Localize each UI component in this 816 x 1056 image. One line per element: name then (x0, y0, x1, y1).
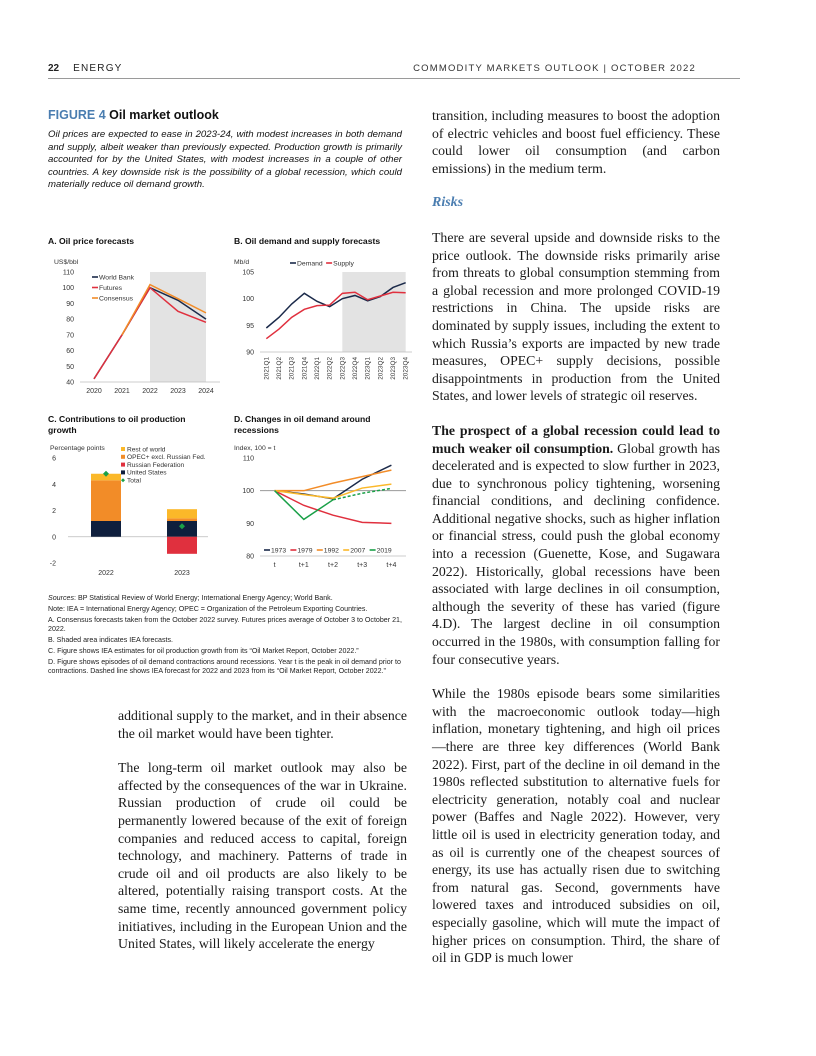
paragraph: additional supply to the market, and in their absence the oil market would have been tighter. (118, 708, 407, 741)
left-column (118, 707, 407, 953)
page-header-left (48, 63, 123, 74)
legend-item: 1992 (323, 547, 339, 555)
paragraph: There are several upside and downside risks to the price outlook. The downside risks primarily arise from threats to global consumption stemming from a global recession and more prolonged COVID-19 restrictions in China. The upside risks are dominated by supply issues, including the extent to which Russia’s exports are impacted by new trade measures, OPEC+ supply decisions, possible disappointments in production from the United States, and lower levels of strategic oil reserves. (432, 229, 720, 404)
y-tick-label: 70 (66, 332, 74, 340)
x-tick-label: 2024 (198, 388, 214, 395)
header-divider (48, 78, 740, 79)
figure-title-text: Oil market outlook (109, 108, 219, 122)
chart-d-title: D. Changes in oil demand around recessions (234, 414, 371, 435)
note-d: D. Figure shows episodes of oil demand contractions around recessions. Year t is the peak in oil demand prior to contractions. Dashed line shows IEA forecast for 2022 and 2023 from its “Oil Market Report, October 2022.” (48, 658, 401, 675)
y-tick-label: 4 (52, 481, 56, 489)
right-column (432, 107, 720, 967)
figure-title (48, 108, 402, 122)
bar-segment (91, 521, 121, 537)
section-name: ENERGY (73, 63, 123, 74)
x-tick-label: 2023Q3 (390, 357, 397, 380)
legend-item: Consensus (99, 295, 134, 303)
chart-c-plot (48, 440, 223, 590)
y-axis-label: Mb/d (234, 259, 250, 266)
x-tick-label: 2022Q2 (326, 357, 334, 380)
series-line-dashed (333, 488, 391, 499)
x-tick-label: t+4 (386, 562, 397, 569)
legend-item: United States (127, 469, 167, 477)
paragraph: The long-term oil market outlook may also be affected by the consequences of the war in Ukraine. Russian production of crude oil could be permanently lowered because of the exit of foreign companies and reduced access to capital, foreign technology, and machinery. Patterns of trade in crude oil and oil products are also likely to be altered, potentially raising transport costs. At the same time, recently announced government policy initiatives, including in the European Union and the United States, will likely accelerate the energy (118, 760, 407, 952)
paragraph: The prospect of a global recession could lead to much weaker oil consumption. Global growth has decelerated and is expected to slow further in 2023, due to synchronous policy tightening, worsening financial conditions, and declining confidence. Additional negative shocks, such as higher inflation or financial stress, could push the global economy into a recession (Guenette, Kose, and Sugawara 2022). Historically, global recessions have been associated with large declines in oil consumption, although the severity of these has varied (figure 4.D). The largest decline in oil consumption occurred in the 1980s, with consumption falling for four consecutive years. (432, 422, 720, 667)
legend-item: Supply (333, 260, 354, 268)
figure-subtitle: Oil prices are expected to ease in 2023-24, with modest increases in both demand and supply, albeit weaker than previously expected. Production growth is primarily accounted for by the United States, with modest increases in a couple of other countries. A key downside risk is the possibility of a global recession, which could materially reduce oil demand growth. (48, 129, 402, 191)
legend-item: Demand (297, 260, 323, 268)
x-tick-label: 2020 (86, 388, 102, 395)
x-tick-label: 2022 (142, 388, 158, 395)
note-b: B. Shaded area indicates IEA forecasts. (48, 636, 174, 644)
x-tick-label: 2023Q2 (377, 357, 385, 380)
y-tick-label: 95 (246, 322, 254, 330)
y-tick-label: -2 (49, 560, 56, 568)
legend-item: World Bank (99, 274, 135, 282)
y-tick-label: 105 (242, 269, 254, 277)
x-tick-label: 2022Q1 (314, 357, 321, 380)
legend-item: Russian Federation (127, 461, 185, 469)
chart-d-plot (234, 440, 414, 590)
legend-item: Total (127, 477, 141, 485)
x-tick-label: 2021Q2 (276, 357, 283, 380)
x-tick-label: 2023Q4 (402, 357, 410, 380)
paragraph-lead: The prospect of a global recession could lead to much weaker oil consumption. (432, 422, 720, 456)
sources-label: Sources (48, 594, 75, 602)
x-tick-label: t+2 (328, 562, 338, 569)
legend-item: Futures (99, 285, 123, 292)
abbrev-note: Note: IEA = International Energy Agency; OPEC = Organization of the Petroleum Exporting Countries. (48, 605, 368, 613)
figure-header (48, 108, 402, 192)
publication-title: COMMODITY MARKETS OUTLOOK | OCTOBER 2022 (413, 63, 696, 74)
chart-panel-b (234, 236, 414, 396)
chart-b-title: B. Oil demand and supply forecasts (234, 236, 381, 246)
y-tick-label: 90 (66, 300, 74, 308)
y-tick-label: 6 (52, 455, 56, 463)
chart-a-title: A. Oil price forecasts (48, 236, 134, 246)
y-tick-label: 90 (246, 520, 254, 528)
bar-segment (167, 518, 197, 521)
legend-item: 2019 (376, 547, 392, 555)
y-tick-label: 60 (66, 348, 74, 356)
paragraph: transition, including measures to boost the adoption of electric vehicles and boost fuel efficiency. These could lower oil consumption (and carbon emissions) in the medium term. (432, 108, 720, 176)
x-tick-label: 2021Q4 (301, 357, 309, 380)
x-tick-label: 2022Q3 (339, 357, 347, 380)
y-tick-label: 110 (62, 269, 74, 277)
y-tick-label: 0 (52, 534, 56, 542)
y-axis-label: Percentage points (50, 445, 105, 452)
chart-panel-c (48, 414, 223, 584)
chart-c-title: C. Contributions to oil production growth (48, 414, 186, 435)
sources-note: Sources: BP Statistical Review of World Energy; International Energy Agency; World Bank. (48, 594, 333, 602)
y-tick-label: 100 (242, 488, 254, 496)
y-tick-label: 50 (66, 363, 74, 371)
note-a: A. Consensus forecasts taken from the October 2022 survey. Futures prices average of October 3 to October 21, 2022. (48, 616, 402, 633)
legend-item: Rest of world (127, 446, 166, 454)
chart-panel-d (234, 414, 414, 584)
bar-segment (167, 537, 197, 554)
y-tick-label: 110 (242, 455, 254, 463)
page-number: 22 (48, 63, 60, 74)
bar-segment (91, 480, 121, 521)
x-tick-label: 2021 (114, 388, 130, 395)
y-axis-label: Index, 100 = t (234, 445, 276, 452)
legend-item: 2007 (350, 547, 366, 555)
x-tick-label: 2023 (174, 570, 190, 577)
note-c: C. Figure shows IEA estimates for oil production growth from its “Oil Market Report, October 2022.” (48, 647, 359, 655)
chart-b-plot (234, 250, 414, 400)
y-tick-label: 80 (246, 553, 254, 561)
x-tick-label: 2021Q3 (288, 357, 296, 380)
chart-a-plot (48, 250, 218, 400)
y-tick-label: 40 (66, 379, 74, 387)
series-line-1973 (275, 465, 392, 499)
y-tick-label: 100 (62, 285, 74, 293)
x-tick-label: 2023 (170, 388, 186, 395)
legend-item: OPEC+ excl. Russian Fed. (127, 454, 206, 462)
figure-notes (48, 594, 408, 678)
x-tick-label: t (273, 562, 276, 569)
chart-panel-a (48, 236, 218, 396)
x-tick-label: 2023Q1 (364, 357, 372, 380)
paragraph: While the 1980s episode bears some similarities with the macroeconomic outlook today—high inflation, monetary tightening, and high oil prices—there are three key differences (World Bank 2022). First, part of the decline in oil demand in the 1980s reflected substitution to alternative fuels for electricity generation, notably coal and nuclear power (Baffes and Nagle 2022). However, very little oil is used in electricity generation today, and as oil is currently one of the cheapest sources of energy, its use has actually risen due to switching from natural gas. Second, governments have lowered taxes and introduced subsidies on oil, especially gasoline, which will mute the impact of higher prices on consumption. Third, the share of oil in GDP is much lower (432, 686, 720, 966)
y-axis-label: US$/bbl (54, 259, 79, 266)
x-tick-label: t+3 (357, 562, 368, 569)
x-tick-label: t+1 (298, 562, 309, 569)
y-tick-label: 2 (52, 508, 56, 515)
y-tick-label: 80 (66, 316, 74, 324)
figure-number: FIGURE 4 (48, 108, 106, 122)
x-tick-label: 2022Q4 (352, 357, 359, 380)
x-tick-label: 2022 (98, 570, 114, 577)
legend-item: 1979 (297, 547, 313, 555)
forecast-shaded-area (342, 272, 405, 352)
section-heading-risks: Risks (432, 195, 464, 211)
x-tick-label: 2021Q1 (263, 357, 271, 380)
bar-segment (167, 509, 197, 518)
legend-item: 1973 (271, 547, 287, 555)
y-tick-label: 100 (242, 296, 254, 304)
y-tick-label: 90 (246, 349, 254, 357)
